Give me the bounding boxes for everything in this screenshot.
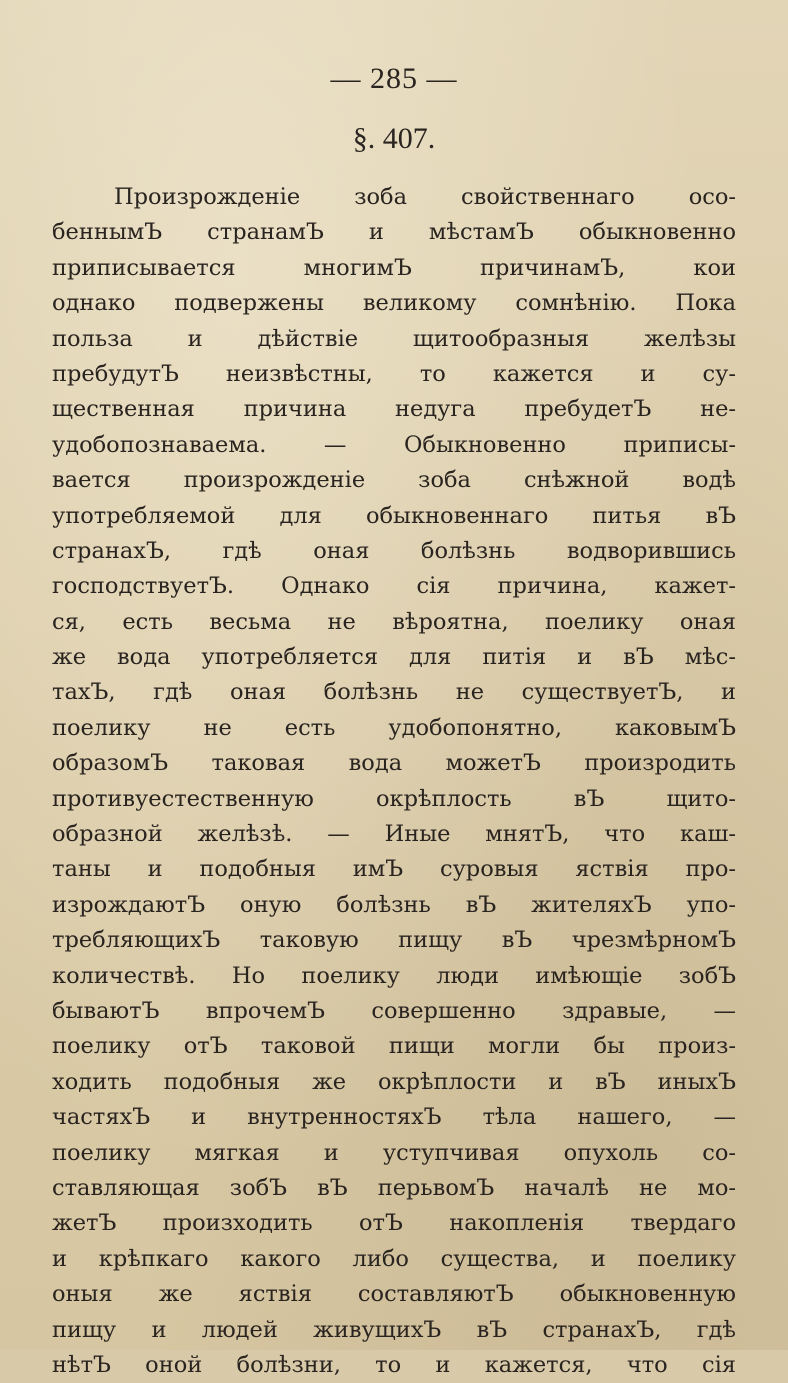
text-line: пребудутЪ неизвѣстны, то кажется и су- bbox=[52, 360, 736, 387]
text-line: тахЪ, гдѣ оная болѣзнь не существуетЪ, и bbox=[52, 679, 736, 706]
text-line: странахЪ, гдѣ оная болѣзнь водворившись bbox=[52, 537, 736, 564]
text-line: жетЪ произходить отЪ накопленія твердаго bbox=[52, 1210, 736, 1237]
page-number: — 285 — bbox=[330, 62, 458, 95]
text-line: оныя же яствія составляютЪ обыкновенную bbox=[52, 1281, 736, 1308]
text-line: количествѣ. Но поелику люди имѣющіе зобЪ bbox=[52, 962, 736, 989]
text-line: щественная причина недуга пребудетЪ не- bbox=[52, 396, 736, 423]
text-line: вается произрожденіе зоба снѣжной водѣ bbox=[52, 467, 736, 494]
text-line: употребляемой для обыкновеннаго питья вЪ bbox=[52, 502, 736, 529]
text-line: образной желѣзѣ. — Иные мнятЪ, что каш- bbox=[52, 821, 736, 848]
text-line: поелику не есть удобопонятно, каковымЪ bbox=[52, 714, 736, 741]
text-line: ставляющая зобЪ вЪ перьвомЪ началѣ не мо- bbox=[52, 1174, 736, 1201]
text-line: бываютЪ впрочемЪ совершенно здравые, — bbox=[52, 997, 736, 1024]
text-line: таны и подобныя имЪ суровыя яствія про- bbox=[52, 856, 736, 883]
text-line: поелику мягкая и уступчивая опухоль со- bbox=[52, 1139, 736, 1166]
text-line: ходить подобныя же окрѣплости и вЪ иныхЪ bbox=[52, 1068, 736, 1095]
text-line: господствуетЪ. Однако сія причина, кажет- bbox=[52, 573, 736, 600]
text-line: противуестественную окрѣплость вЪ щито- bbox=[52, 785, 736, 812]
section-heading: §. 407. bbox=[352, 122, 436, 155]
text-line: приписывается многимЪ причинамЪ, кои bbox=[52, 254, 736, 281]
text-line: пищу и людей живущихЪ вЪ странахЪ, гдѣ bbox=[52, 1316, 736, 1343]
body-text bbox=[52, 180, 736, 1383]
text-line: поелику отЪ таковой пищи могли бы произ- bbox=[52, 1033, 736, 1060]
text-line: удобопознаваема. — Обыкновенно приписы- bbox=[52, 431, 736, 458]
text-line: нѣтЪ оной болѣзни, то и кажется, что сія bbox=[52, 1351, 736, 1378]
text-line: ся, есть весьма не вѣроятна, поелику оная bbox=[52, 608, 736, 635]
text-line: Произрожденіе зоба свойственнаго осо- bbox=[114, 184, 736, 210]
text-line: беннымЪ странамЪ и мѣстамЪ обыкновенно bbox=[52, 219, 736, 246]
text-line: образомЪ таковая вода можетЪ произродить bbox=[52, 750, 736, 777]
text-line: частяхЪ и внутренностяхЪ тѣла нашего, — bbox=[52, 1104, 736, 1131]
text-line: польза и дѣйствіе щитообразныя желѣзы bbox=[52, 325, 736, 352]
text-line: изрождаютЪ оную болѣзнь вЪ жителяхЪ упо- bbox=[52, 891, 736, 918]
text-line: и крѣпкаго какого либо существа, и поелику bbox=[52, 1245, 736, 1272]
text-line: однако подвержены великому сомнѣнію. Пока bbox=[52, 290, 736, 317]
text-line: требляющихЪ таковую пищу вЪ чрезмѣрномЪ bbox=[52, 927, 736, 954]
text-line: же вода употребляется для питія и вЪ мѣс- bbox=[52, 644, 736, 671]
